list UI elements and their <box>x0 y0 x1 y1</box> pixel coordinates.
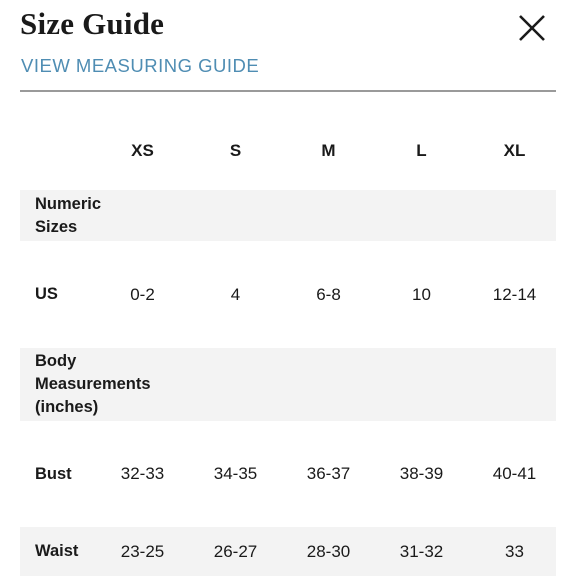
cell-bust-s: 34-35 <box>213 464 258 483</box>
table-row-numeric-sizes <box>20 190 556 241</box>
table-row-bust <box>20 451 556 497</box>
cell-bust-xs: 32-33 <box>120 464 165 483</box>
close-icon <box>514 10 550 46</box>
column-header-m: M <box>321 141 336 160</box>
column-header-xl: XL <box>503 141 526 160</box>
cell-waist-s: 26-27 <box>213 541 258 561</box>
cell-waist-l: 31-32 <box>399 541 444 561</box>
column-header-xs: XS <box>131 141 154 160</box>
divider <box>20 90 556 92</box>
row-label-body-measurements: Body Measurements (inches) <box>35 352 151 416</box>
view-measuring-guide-link[interactable]: VIEW MEASURING GUIDE <box>21 55 260 76</box>
row-label-waist: Waist <box>35 542 79 560</box>
table-row-us <box>20 271 556 318</box>
row-label-us: US <box>35 285 58 303</box>
cell-bust-l: 38-39 <box>399 464 444 483</box>
cell-waist-xs: 23-25 <box>120 541 165 561</box>
cell-us-xs: 0-2 <box>130 284 155 304</box>
table-row-waist <box>20 527 556 576</box>
table-row-body-measurements <box>20 348 556 421</box>
column-header-l: L <box>416 141 427 160</box>
column-header-s: S <box>229 141 242 160</box>
table-header-row <box>20 131 556 171</box>
cell-waist-m: 28-30 <box>306 541 351 561</box>
row-label-numeric-sizes: Numeric Sizes <box>35 194 102 236</box>
cell-us-xl: 12-14 <box>492 284 537 304</box>
page-title: Size Guide <box>20 6 165 41</box>
cell-waist-xl: 33 <box>505 541 524 561</box>
row-label-bust: Bust <box>35 464 72 483</box>
cell-bust-m: 36-37 <box>306 464 351 483</box>
close-button[interactable] <box>514 10 550 46</box>
cell-bust-xl: 40-41 <box>492 464 537 483</box>
cell-us-l: 10 <box>412 284 431 304</box>
cell-us-m: 6-8 <box>316 284 341 304</box>
cell-us-s: 4 <box>230 284 241 304</box>
